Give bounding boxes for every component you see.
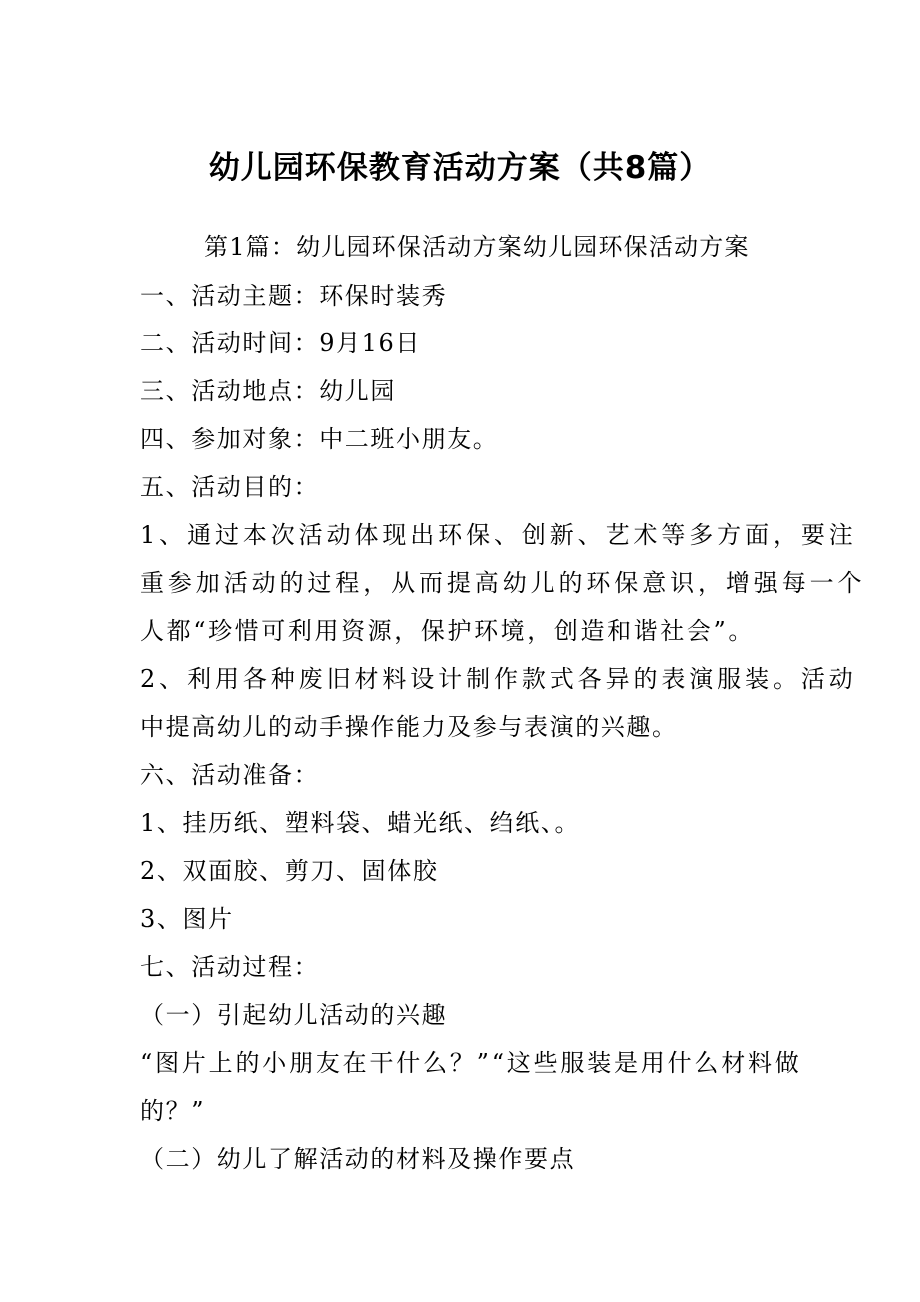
goal-heading: 五、活动目的： <box>140 473 320 501</box>
goal-1-line-1: 1、通过本次活动体现出环保、创新、艺术等多方面，要注 <box>140 521 857 549</box>
process-heading: 七、活动过程： <box>140 953 320 981</box>
activity-theme: 一、活动主题：环保时装秀 <box>140 282 448 310</box>
activity-place: 三、活动地点：幼儿园 <box>140 377 396 405</box>
activity-participants: 四、参加对象：中二班小朋友。 <box>140 425 499 453</box>
activity-time: 二、活动时间：9月16日 <box>140 329 422 357</box>
quote-line-2: 的？” <box>140 1097 206 1125</box>
prep-item-1: 1、挂历纸、塑料袋、蜡光纸、绉纸、。 <box>140 809 581 837</box>
prep-item-3: 3、图片 <box>140 905 234 933</box>
quote-line-1: “图片上的小朋友在干什么？”“这些服装是用什么材料做 <box>140 1049 802 1077</box>
process-step-1: （一）引起幼儿活动的兴趣 <box>140 1001 448 1029</box>
prep-heading: 六、活动准备： <box>140 761 320 789</box>
goal-1-line-2: 重参加活动的过程，从而提高幼儿的环保意识，增强每一个 <box>140 569 866 597</box>
prep-item-2: 2、双面胶、剪刀、固体胶 <box>140 857 439 885</box>
document-title: 幼儿园环保教育活动方案（共8篇） <box>208 150 712 186</box>
section-subtitle: 第1篇：幼儿园环保活动方案幼儿园环保活动方案 <box>204 233 750 261</box>
goal-1-line-3: 人都“珍惜可利用资源，保护环境，创造和谐社会”。 <box>140 617 755 645</box>
process-step-2: （二）幼儿了解活动的材料及操作要点 <box>140 1145 576 1173</box>
goal-2-line-1: 2、利用各种废旧材料设计制作款式各异的表演服装。活动 <box>140 665 857 693</box>
goal-2-line-2: 中提高幼儿的动手操作能力及参与表演的兴趣。 <box>140 713 678 741</box>
